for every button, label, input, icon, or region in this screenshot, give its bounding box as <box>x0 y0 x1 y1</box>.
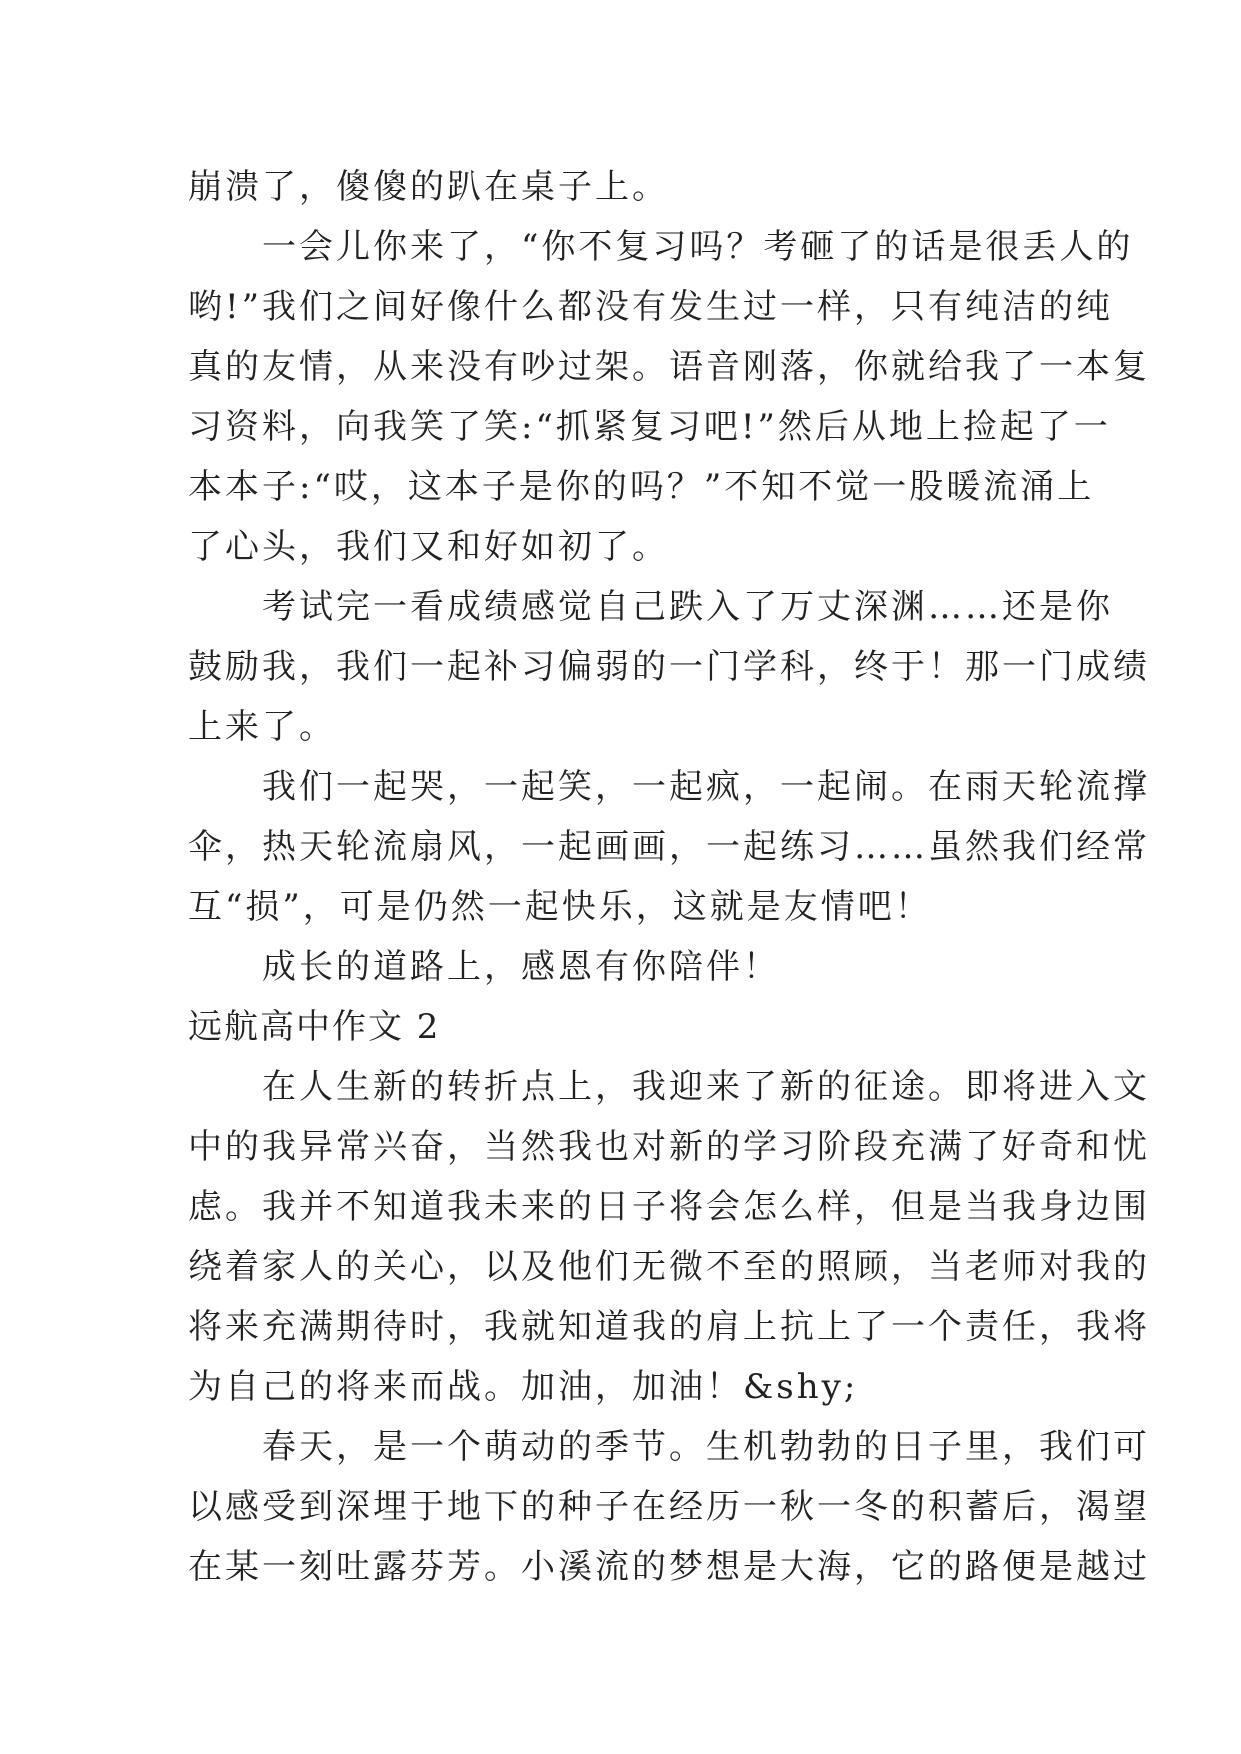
text-line-10: 上来了。 <box>188 707 336 747</box>
text-line-20: 将来充满期待时，我就知道我的肩上抗上了一个责任，我将 <box>188 1307 1150 1347</box>
section-heading: 远航高中作文 2 <box>188 1007 441 1047</box>
text-line-3: 哟!”我们之间好像什么都没有发生过一样，只有纯洁的纯 <box>188 287 1114 327</box>
document-body <box>188 157 1150 1597</box>
text-line-19: 绕着家人的关心，以及他们无微不至的照顾，当老师对我的 <box>188 1247 1150 1287</box>
text-line-17: 中的我异常兴奋，当然我也对新的学习阶段充满了好奇和忧 <box>188 1127 1150 1167</box>
text-line-13: 互“损”，可是仍然一起快乐，这就是友情吧！ <box>188 887 932 927</box>
text-line-14: 成长的道路上，感恩有你陪伴！ <box>188 947 780 987</box>
text-line-24: 在某一刻吐露芬芳。小溪流的梦想是大海，它的路便是越过 <box>188 1547 1150 1587</box>
text-line-8: 考试完一看成绩感觉自己跌入了万丈深渊……还是你 <box>188 587 1113 627</box>
text-line-16: 在人生新的转折点上，我迎来了新的征途。即将进入文 <box>188 1067 1150 1107</box>
text-line-18: 虑。我并不知道我未来的日子将会怎么样，但是当我身边围 <box>188 1187 1150 1227</box>
text-line-12: 伞，热天轮流扇风，一起画画，一起练习……虽然我们经常 <box>188 827 1150 867</box>
text-line-23: 以感受到深埋于地下的种子在经历一秋一冬的积蓄后，渴望 <box>188 1487 1150 1527</box>
text-line-1: 崩溃了，傻傻的趴在桌子上。 <box>188 167 669 207</box>
text-line-6: 本本子:“哎，这本子是你的吗？”不知不觉一股暖流涌上 <box>188 467 1095 507</box>
text-line-4: 真的友情，从来没有吵过架。语音刚落，你就给我了一本复 <box>188 347 1150 387</box>
text-line-11: 我们一起哭，一起笑，一起疯，一起闹。在雨天轮流撑 <box>188 767 1150 807</box>
text-line-21: 为自己的将来而战。加油，加油！&shy; <box>188 1367 859 1407</box>
text-line-2: 一会儿你来了，“你不复习吗？考砸了的话是很丢人的 <box>188 227 1134 267</box>
text-line-7: 了心头，我们又和好如初了。 <box>188 527 669 567</box>
text-line-5: 习资料，向我笑了笑:“抓紧复习吧!”然后从地上捡起了一 <box>188 407 1111 447</box>
text-line-22: 春天，是一个萌动的季节。生机勃勃的日子里，我们可 <box>188 1427 1150 1467</box>
text-line-9: 鼓励我，我们一起补习偏弱的一门学科，终于！那一门成绩 <box>188 647 1150 687</box>
